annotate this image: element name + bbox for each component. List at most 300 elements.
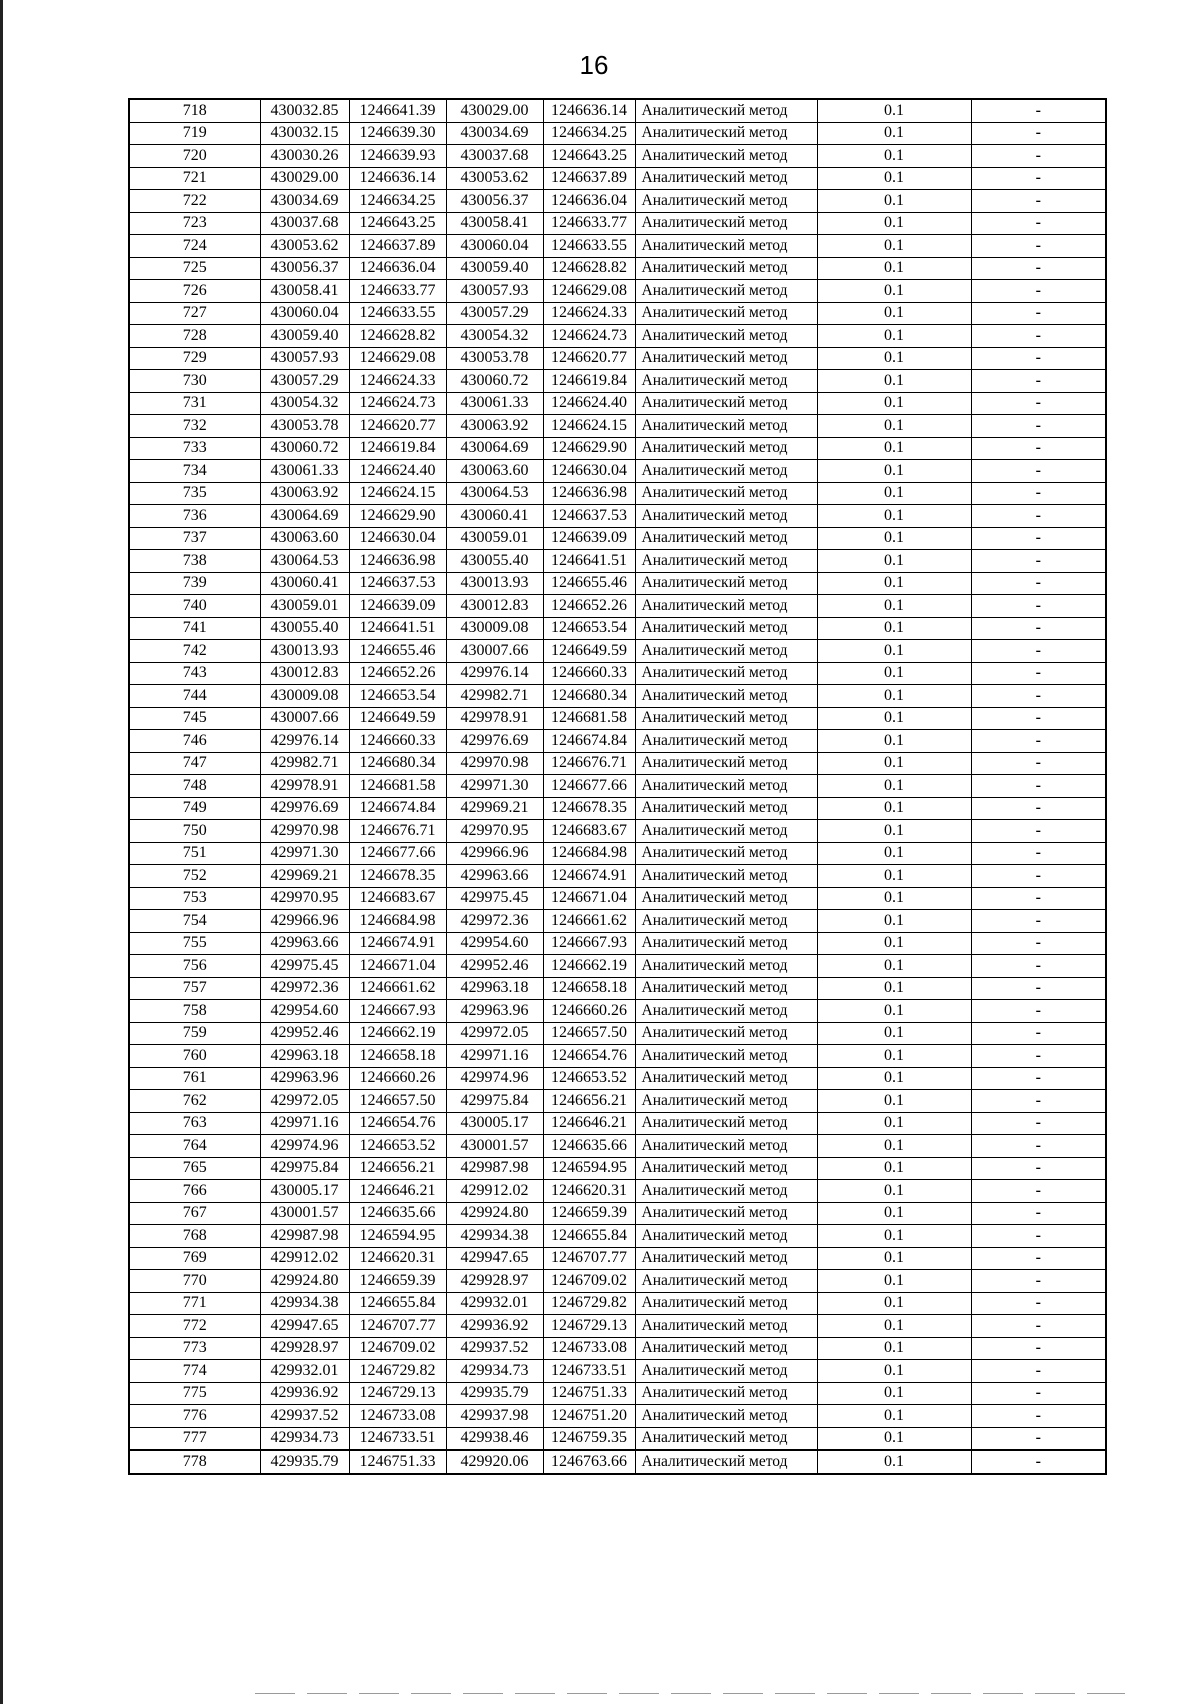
precision-cell: 0.1 (817, 595, 971, 618)
x-end-cell: 430037.68 (446, 145, 543, 168)
y-end-cell: 1246635.66 (543, 1135, 635, 1158)
y-end-cell: 1246629.08 (543, 280, 635, 303)
method-cell: Аналитический метод (635, 482, 817, 505)
x-end-cell: 429937.52 (446, 1337, 543, 1360)
note-cell: - (971, 887, 1106, 910)
y-end-cell: 1246649.59 (543, 640, 635, 663)
y-start-cell: 1246657.50 (349, 1090, 446, 1113)
x-end-cell: 430061.33 (446, 392, 543, 415)
y-end-cell: 1246683.67 (543, 820, 635, 843)
x-end-cell: 429971.16 (446, 1045, 543, 1068)
y-start-cell: 1246660.33 (349, 730, 446, 753)
note-cell: - (971, 685, 1106, 708)
x-end-cell: 430007.66 (446, 640, 543, 663)
y-start-cell: 1246629.08 (349, 347, 446, 370)
table-row (129, 482, 1106, 505)
precision-cell: 0.1 (817, 1022, 971, 1045)
table-row (129, 707, 1106, 730)
point-number-cell: 775 (129, 1382, 260, 1405)
point-number-cell: 743 (129, 662, 260, 685)
note-cell: - (971, 730, 1106, 753)
table-row (129, 190, 1106, 213)
precision-cell: 0.1 (817, 1427, 971, 1450)
method-cell: Аналитический метод (635, 1382, 817, 1405)
point-number-cell: 762 (129, 1090, 260, 1113)
y-start-cell: 1246671.04 (349, 955, 446, 978)
note-cell: - (971, 1405, 1106, 1428)
table-row (129, 752, 1106, 775)
y-start-cell: 1246637.53 (349, 572, 446, 595)
note-cell: - (971, 415, 1106, 438)
table-row (129, 1112, 1106, 1135)
y-start-cell: 1246733.51 (349, 1427, 446, 1450)
x-start-cell: 430009.08 (260, 685, 349, 708)
x-start-cell: 429963.18 (260, 1045, 349, 1068)
precision-cell: 0.1 (817, 527, 971, 550)
point-number-cell: 718 (129, 99, 260, 122)
note-cell: - (971, 640, 1106, 663)
method-cell: Аналитический метод (635, 392, 817, 415)
table-row (129, 1450, 1106, 1474)
x-end-cell: 430056.37 (446, 190, 543, 213)
precision-cell: 0.1 (817, 640, 971, 663)
point-number-cell: 744 (129, 685, 260, 708)
table-row (129, 1135, 1106, 1158)
table-row (129, 1382, 1106, 1405)
x-start-cell: 430005.17 (260, 1180, 349, 1203)
x-start-cell: 430001.57 (260, 1202, 349, 1225)
precision-cell: 0.1 (817, 212, 971, 235)
note-cell: - (971, 955, 1106, 978)
x-start-cell: 429971.16 (260, 1112, 349, 1135)
note-cell: - (971, 167, 1106, 190)
note-cell: - (971, 505, 1106, 528)
table-row (129, 1225, 1106, 1248)
x-end-cell: 430058.41 (446, 212, 543, 235)
note-cell: - (971, 99, 1106, 122)
table-row (129, 1427, 1106, 1450)
y-start-cell: 1246594.95 (349, 1225, 446, 1248)
x-end-cell: 430064.53 (446, 482, 543, 505)
point-number-cell: 720 (129, 145, 260, 168)
x-start-cell: 430055.40 (260, 617, 349, 640)
x-start-cell: 430013.93 (260, 640, 349, 663)
note-cell: - (971, 1157, 1106, 1180)
table-row (129, 122, 1106, 145)
y-start-cell: 1246634.25 (349, 190, 446, 213)
note-cell: - (971, 370, 1106, 393)
x-start-cell: 429963.96 (260, 1067, 349, 1090)
x-end-cell: 429978.91 (446, 707, 543, 730)
point-number-cell: 752 (129, 865, 260, 888)
x-end-cell: 429972.05 (446, 1022, 543, 1045)
x-start-cell: 429936.92 (260, 1382, 349, 1405)
note-cell: - (971, 865, 1106, 888)
y-end-cell: 1246633.77 (543, 212, 635, 235)
note-cell: - (971, 617, 1106, 640)
x-start-cell: 429975.84 (260, 1157, 349, 1180)
note-cell: - (971, 1315, 1106, 1338)
note-cell: - (971, 1135, 1106, 1158)
y-end-cell: 1246646.21 (543, 1112, 635, 1135)
x-start-cell: 430032.15 (260, 122, 349, 145)
precision-cell: 0.1 (817, 617, 971, 640)
scan-left-edge (0, 0, 3, 1704)
x-end-cell: 429975.45 (446, 887, 543, 910)
point-number-cell: 760 (129, 1045, 260, 1068)
point-number-cell: 721 (129, 167, 260, 190)
point-number-cell: 738 (129, 550, 260, 573)
note-cell: - (971, 572, 1106, 595)
precision-cell: 0.1 (817, 392, 971, 415)
precision-cell: 0.1 (817, 505, 971, 528)
y-end-cell: 1246656.21 (543, 1090, 635, 1113)
x-end-cell: 430060.04 (446, 235, 543, 258)
point-number-cell: 757 (129, 977, 260, 1000)
y-start-cell: 1246680.34 (349, 752, 446, 775)
x-start-cell: 429947.65 (260, 1315, 349, 1338)
method-cell: Аналитический метод (635, 1067, 817, 1090)
precision-cell: 0.1 (817, 1270, 971, 1293)
precision-cell: 0.1 (817, 302, 971, 325)
method-cell: Аналитический метод (635, 190, 817, 213)
point-number-cell: 777 (129, 1427, 260, 1450)
y-start-cell: 1246653.52 (349, 1135, 446, 1158)
x-end-cell: 429976.14 (446, 662, 543, 685)
precision-cell: 0.1 (817, 1405, 971, 1428)
point-number-cell: 778 (129, 1450, 260, 1474)
y-end-cell: 1246660.33 (543, 662, 635, 685)
precision-cell: 0.1 (817, 887, 971, 910)
precision-cell: 0.1 (817, 797, 971, 820)
note-cell: - (971, 347, 1106, 370)
coordinates-table-body (129, 99, 1106, 1474)
point-number-cell: 741 (129, 617, 260, 640)
precision-cell: 0.1 (817, 1292, 971, 1315)
precision-cell: 0.1 (817, 1067, 971, 1090)
x-start-cell: 430061.33 (260, 460, 349, 483)
note-cell: - (971, 842, 1106, 865)
method-cell: Аналитический метод (635, 775, 817, 798)
point-number-cell: 758 (129, 1000, 260, 1023)
x-start-cell: 430059.40 (260, 325, 349, 348)
table-row (129, 685, 1106, 708)
x-end-cell: 430063.60 (446, 460, 543, 483)
note-cell: - (971, 1202, 1106, 1225)
precision-cell: 0.1 (817, 1450, 971, 1474)
precision-cell: 0.1 (817, 977, 971, 1000)
x-start-cell: 429971.30 (260, 842, 349, 865)
precision-cell: 0.1 (817, 415, 971, 438)
method-cell: Аналитический метод (635, 1135, 817, 1158)
page-number: 16 (579, 50, 609, 80)
x-end-cell: 429970.95 (446, 820, 543, 843)
x-start-cell: 430007.66 (260, 707, 349, 730)
y-end-cell: 1246733.08 (543, 1337, 635, 1360)
table-row (129, 842, 1106, 865)
x-start-cell: 430029.00 (260, 167, 349, 190)
y-end-cell: 1246624.40 (543, 392, 635, 415)
y-start-cell: 1246624.15 (349, 482, 446, 505)
y-end-cell: 1246674.84 (543, 730, 635, 753)
y-end-cell: 1246637.89 (543, 167, 635, 190)
x-end-cell: 430013.93 (446, 572, 543, 595)
x-end-cell: 429987.98 (446, 1157, 543, 1180)
method-cell: Аналитический метод (635, 1045, 817, 1068)
x-end-cell: 430057.29 (446, 302, 543, 325)
method-cell: Аналитический метод (635, 820, 817, 843)
x-start-cell: 429978.91 (260, 775, 349, 798)
y-start-cell: 1246633.55 (349, 302, 446, 325)
note-cell: - (971, 595, 1106, 618)
note-cell: - (971, 527, 1106, 550)
precision-cell: 0.1 (817, 865, 971, 888)
y-end-cell: 1246684.98 (543, 842, 635, 865)
precision-cell: 0.1 (817, 1000, 971, 1023)
y-end-cell: 1246620.77 (543, 347, 635, 370)
x-start-cell: 430053.62 (260, 235, 349, 258)
note-cell: - (971, 122, 1106, 145)
y-end-cell: 1246729.82 (543, 1292, 635, 1315)
table-row (129, 145, 1106, 168)
y-start-cell: 1246653.54 (349, 685, 446, 708)
table-row (129, 662, 1106, 685)
y-start-cell: 1246681.58 (349, 775, 446, 798)
y-end-cell: 1246763.66 (543, 1450, 635, 1474)
precision-cell: 0.1 (817, 99, 971, 122)
precision-cell: 0.1 (817, 1225, 971, 1248)
x-start-cell: 430054.32 (260, 392, 349, 415)
y-start-cell: 1246655.46 (349, 640, 446, 663)
precision-cell: 0.1 (817, 932, 971, 955)
x-start-cell: 429952.46 (260, 1022, 349, 1045)
point-number-cell: 728 (129, 325, 260, 348)
x-start-cell: 430063.60 (260, 527, 349, 550)
point-number-cell: 749 (129, 797, 260, 820)
x-start-cell: 430064.69 (260, 505, 349, 528)
table-row (129, 167, 1106, 190)
precision-cell: 0.1 (817, 910, 971, 933)
x-start-cell: 430057.29 (260, 370, 349, 393)
y-start-cell: 1246683.67 (349, 887, 446, 910)
precision-cell: 0.1 (817, 347, 971, 370)
table-row (129, 775, 1106, 798)
method-cell: Аналитический метод (635, 550, 817, 573)
y-start-cell: 1246659.39 (349, 1270, 446, 1293)
precision-cell: 0.1 (817, 955, 971, 978)
point-number-cell: 767 (129, 1202, 260, 1225)
x-end-cell: 429963.66 (446, 865, 543, 888)
table-row (129, 572, 1106, 595)
note-cell: - (971, 550, 1106, 573)
y-end-cell: 1246636.04 (543, 190, 635, 213)
y-start-cell: 1246662.19 (349, 1022, 446, 1045)
x-end-cell: 429963.96 (446, 1000, 543, 1023)
table-row (129, 370, 1106, 393)
x-start-cell: 430056.37 (260, 257, 349, 280)
point-number-cell: 746 (129, 730, 260, 753)
y-start-cell: 1246674.91 (349, 932, 446, 955)
method-cell: Аналитический метод (635, 685, 817, 708)
method-cell: Аналитический метод (635, 1450, 817, 1474)
point-number-cell: 772 (129, 1315, 260, 1338)
note-cell: - (971, 1270, 1106, 1293)
precision-cell: 0.1 (817, 1315, 971, 1338)
method-cell: Аналитический метод (635, 752, 817, 775)
table-row (129, 235, 1106, 258)
table-row (129, 280, 1106, 303)
y-start-cell: 1246636.98 (349, 550, 446, 573)
method-cell: Аналитический метод (635, 887, 817, 910)
table-row (129, 437, 1106, 460)
note-cell: - (971, 662, 1106, 685)
point-number-cell: 733 (129, 437, 260, 460)
precision-cell: 0.1 (817, 235, 971, 258)
x-end-cell: 429969.21 (446, 797, 543, 820)
x-end-cell: 429952.46 (446, 955, 543, 978)
point-number-cell: 754 (129, 910, 260, 933)
x-end-cell: 429963.18 (446, 977, 543, 1000)
table-row (129, 392, 1106, 415)
y-start-cell: 1246684.98 (349, 910, 446, 933)
y-start-cell: 1246655.84 (349, 1292, 446, 1315)
table-row (129, 977, 1106, 1000)
precision-cell: 0.1 (817, 1090, 971, 1113)
note-cell: - (971, 910, 1106, 933)
method-cell: Аналитический метод (635, 1225, 817, 1248)
note-cell: - (971, 325, 1106, 348)
x-end-cell: 429912.02 (446, 1180, 543, 1203)
method-cell: Аналитический метод (635, 145, 817, 168)
table-row (129, 1045, 1106, 1068)
note-cell: - (971, 775, 1106, 798)
x-end-cell: 430053.62 (446, 167, 543, 190)
y-end-cell: 1246655.84 (543, 1225, 635, 1248)
precision-cell: 0.1 (817, 325, 971, 348)
x-end-cell: 429938.46 (446, 1427, 543, 1450)
precision-cell: 0.1 (817, 685, 971, 708)
table-row (129, 887, 1106, 910)
x-start-cell: 430034.69 (260, 190, 349, 213)
x-end-cell: 429932.01 (446, 1292, 543, 1315)
y-end-cell: 1246624.73 (543, 325, 635, 348)
note-cell: - (971, 707, 1106, 730)
table-row (129, 1180, 1106, 1203)
y-end-cell: 1246652.26 (543, 595, 635, 618)
y-end-cell: 1246628.82 (543, 257, 635, 280)
y-start-cell: 1246729.82 (349, 1360, 446, 1383)
y-start-cell: 1246635.66 (349, 1202, 446, 1225)
x-end-cell: 430053.78 (446, 347, 543, 370)
y-start-cell: 1246629.90 (349, 505, 446, 528)
table-row (129, 640, 1106, 663)
x-start-cell: 430064.53 (260, 550, 349, 573)
x-start-cell: 429934.38 (260, 1292, 349, 1315)
y-end-cell: 1246667.93 (543, 932, 635, 955)
method-cell: Аналитический метод (635, 865, 817, 888)
point-number-cell: 727 (129, 302, 260, 325)
point-number-cell: 771 (129, 1292, 260, 1315)
method-cell: Аналитический метод (635, 527, 817, 550)
x-start-cell: 429928.97 (260, 1337, 349, 1360)
method-cell: Аналитический метод (635, 1315, 817, 1338)
note-cell: - (971, 302, 1106, 325)
point-number-cell: 725 (129, 257, 260, 280)
method-cell: Аналитический метод (635, 1427, 817, 1450)
precision-cell: 0.1 (817, 1135, 971, 1158)
point-number-cell: 747 (129, 752, 260, 775)
note-cell: - (971, 977, 1106, 1000)
x-end-cell: 429937.98 (446, 1405, 543, 1428)
method-cell: Аналитический метод (635, 1405, 817, 1428)
y-end-cell: 1246634.25 (543, 122, 635, 145)
precision-cell: 0.1 (817, 730, 971, 753)
method-cell: Аналитический метод (635, 1112, 817, 1135)
x-end-cell: 429947.65 (446, 1247, 543, 1270)
x-end-cell: 429934.38 (446, 1225, 543, 1248)
method-cell: Аналитический метод (635, 280, 817, 303)
method-cell: Аналитический метод (635, 235, 817, 258)
x-start-cell: 429972.36 (260, 977, 349, 1000)
x-start-cell: 429975.45 (260, 955, 349, 978)
x-end-cell: 429954.60 (446, 932, 543, 955)
point-number-cell: 750 (129, 820, 260, 843)
x-end-cell: 430012.83 (446, 595, 543, 618)
y-end-cell: 1246659.39 (543, 1202, 635, 1225)
y-start-cell: 1246636.14 (349, 167, 446, 190)
y-start-cell: 1246667.93 (349, 1000, 446, 1023)
y-start-cell: 1246678.35 (349, 865, 446, 888)
x-start-cell: 430060.04 (260, 302, 349, 325)
method-cell: Аналитический метод (635, 1360, 817, 1383)
table-row (129, 1247, 1106, 1270)
x-start-cell: 429987.98 (260, 1225, 349, 1248)
point-number-cell: 765 (129, 1157, 260, 1180)
note-cell: - (971, 1360, 1106, 1383)
point-number-cell: 722 (129, 190, 260, 213)
precision-cell: 0.1 (817, 1180, 971, 1203)
table-row (129, 460, 1106, 483)
point-number-cell: 773 (129, 1337, 260, 1360)
method-cell: Аналитический метод (635, 370, 817, 393)
note-cell: - (971, 1337, 1106, 1360)
note-cell: - (971, 1090, 1106, 1113)
precision-cell: 0.1 (817, 1202, 971, 1225)
y-end-cell: 1246681.58 (543, 707, 635, 730)
y-start-cell: 1246660.26 (349, 1067, 446, 1090)
point-number-cell: 719 (129, 122, 260, 145)
y-start-cell: 1246661.62 (349, 977, 446, 1000)
x-end-cell: 429924.80 (446, 1202, 543, 1225)
table-row (129, 1270, 1106, 1293)
y-start-cell: 1246639.30 (349, 122, 446, 145)
note-cell: - (971, 190, 1106, 213)
method-cell: Аналитический метод (635, 212, 817, 235)
precision-cell: 0.1 (817, 662, 971, 685)
table-row (129, 347, 1106, 370)
method-cell: Аналитический метод (635, 977, 817, 1000)
x-start-cell: 430012.83 (260, 662, 349, 685)
method-cell: Аналитический метод (635, 955, 817, 978)
y-end-cell: 1246729.13 (543, 1315, 635, 1338)
coordinates-table (128, 98, 1107, 1475)
note-cell: - (971, 482, 1106, 505)
table-row (129, 595, 1106, 618)
y-end-cell: 1246653.54 (543, 617, 635, 640)
table-row (129, 1067, 1106, 1090)
y-end-cell: 1246707.77 (543, 1247, 635, 1270)
y-end-cell: 1246662.19 (543, 955, 635, 978)
